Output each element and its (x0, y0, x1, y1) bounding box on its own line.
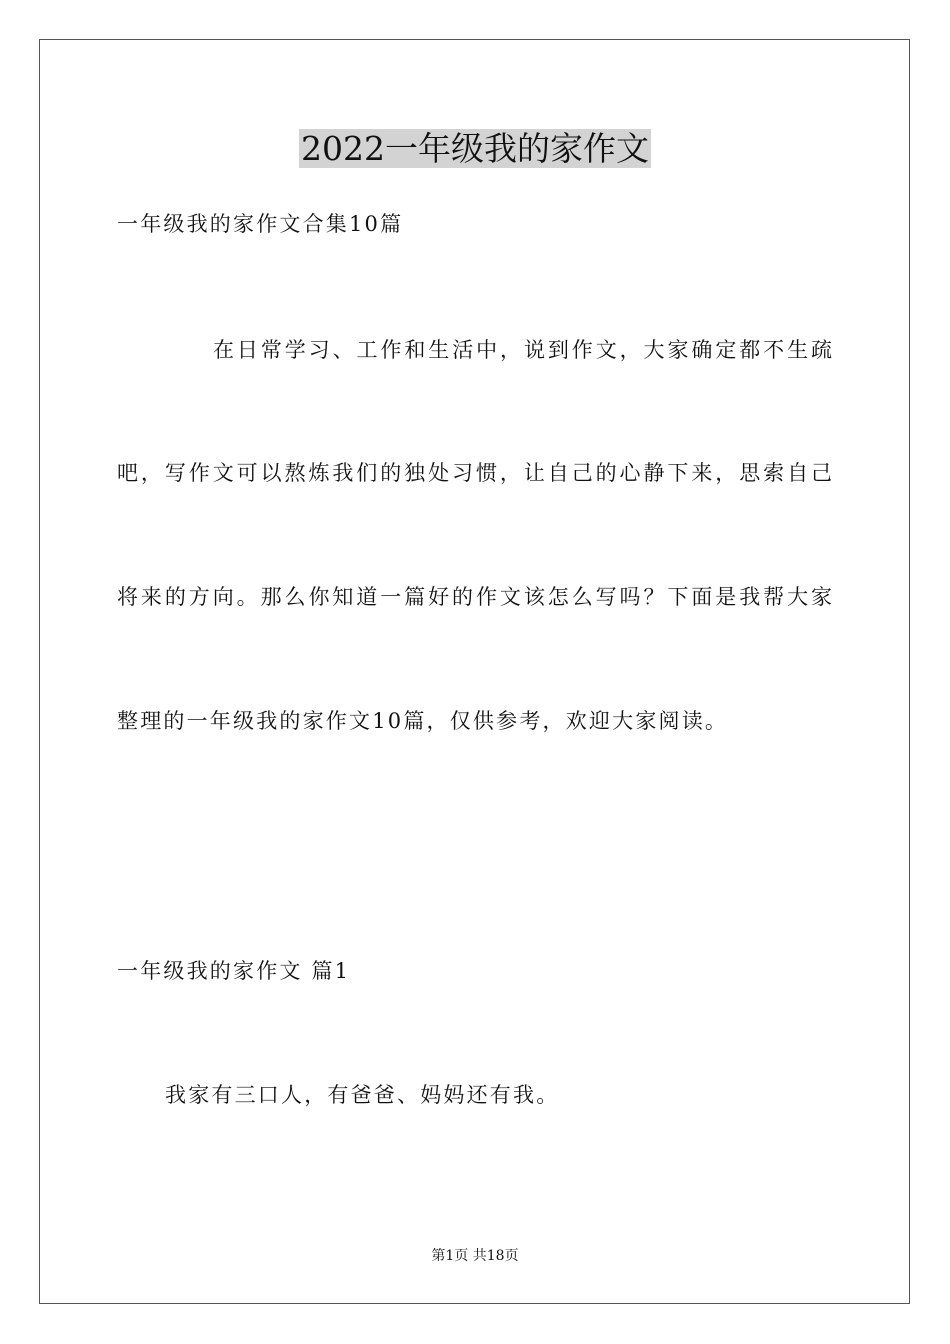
document-title (0, 126, 950, 172)
intro-line-1: 在日常学习、工作和生活中，说到作文，大家确定都不生疏 (213, 338, 832, 362)
intro-line-2: 吧，写作文可以熬炼我们的独处习惯，让自己的心静下来，思索自己 (117, 461, 832, 485)
page-number-footer: 第1页 共18页 (431, 1248, 519, 1264)
section-heading: 一年级我的家作文 篇1 (117, 959, 351, 983)
intro-line-4: 整理的一年级我的家作文10篇，仅供参考，欢迎大家阅读。 (117, 709, 729, 733)
section-paragraph-line: 我家有三口人，有爸爸、妈妈还有我。 (165, 1083, 560, 1107)
intro-line-3: 将来的方向。那么你知道一篇好的作文该怎么写吗？下面是我帮大家 (117, 585, 832, 609)
document-title-text: 2022一年级我的家作文 (301, 129, 649, 168)
document-subtitle: 一年级我的家作文合集10篇 (117, 212, 404, 236)
